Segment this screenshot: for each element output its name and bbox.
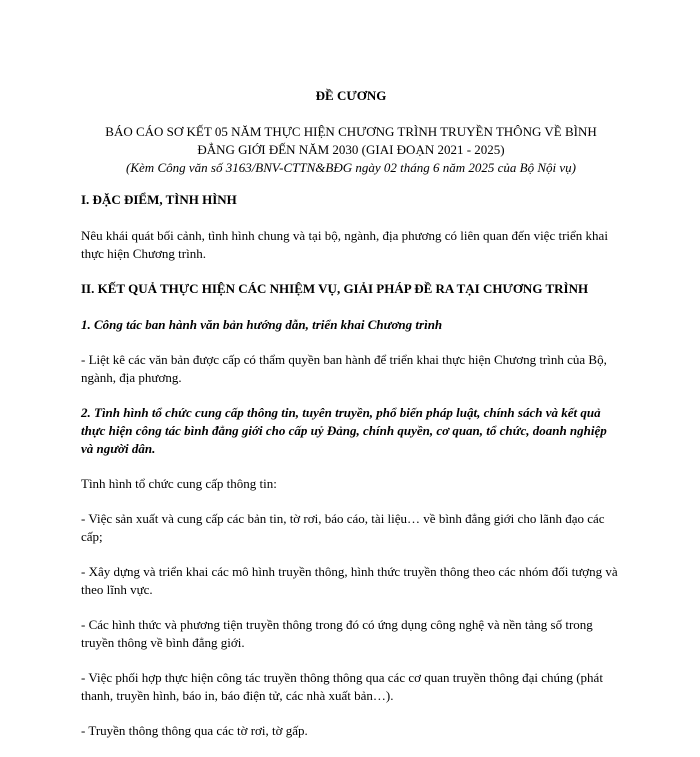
list-item: - Việc phối hợp thực hiện công tác truyền thông thông qua các cơ quan truyền thông đại chúng (phát thanh, truyền hình, báo in, báo điện tử, các nhà xuất bản…). xyxy=(81,670,603,703)
document-title: ĐỀ CƯƠNG xyxy=(315,88,387,103)
subsection-2-heading: 2. Tình hình tổ chức cung cấp thông tin, tuyên truyền, phổ biến pháp luật, chính sách và kết quả thực hiện công tác bình đẳng giới cho cấp uỷ Đảng, chính quyền, cơ quan, tổ chức, doanh nghiệp và người dân. xyxy=(81,405,607,456)
list-item: - Truyền thông thông qua các tờ rơi, tờ gấp. xyxy=(81,723,308,738)
subsection-1-heading: 1. Công tác ban hành văn bản hướng dẫn, triển khai Chương trình xyxy=(81,317,443,332)
list-item: - Việc sản xuất và cung cấp các bản tin, tờ rơi, báo cáo, tài liệu… về bình đẳng giới cho lãnh đạo các cấp; xyxy=(81,511,605,544)
section-1-heading: I. ĐẶC ĐIỂM, TÌNH HÌNH xyxy=(81,192,237,207)
list-item: - Xây dựng và triển khai các mô hình truyền thông, hình thức truyền thông theo các nhóm đối tượng và theo lĩnh vực. xyxy=(81,564,618,597)
list-item: - Các hình thức và phương tiện truyền thông trong đó có ứng dụng công nghệ và nền tảng số trong truyền thông về bình đẳng giới. xyxy=(81,617,593,650)
document-body xyxy=(81,87,621,757)
subsection-2-intro: Tình hình tổ chức cung cấp thông tin: xyxy=(81,476,277,491)
subsection-1-text: - Liệt kê các văn bản được cấp có thẩm quyền ban hành để triển khai thực hiện Chương trình của Bộ, ngành, địa phương. xyxy=(81,352,607,385)
report-title: BÁO CÁO SƠ KẾT 05 NĂM THỰC HIỆN CHƯƠNG TRÌNH TRUYỀN THÔNG VỀ BÌNH ĐẲNG GIỚI ĐẾN NĂM 2030 (GIAI ĐOẠN 2021 - 2025) xyxy=(105,124,597,157)
reference-note: (Kèm Công văn số 3163/BNV-CTTN&BĐG ngày 02 tháng 6 năm 2025 của Bộ Nội vụ) xyxy=(126,160,576,175)
section-2-heading: II. KẾT QUẢ THỰC HIỆN CÁC NHIỆM VỤ, GIẢI PHÁP ĐỀ RA TẠI CHƯƠNG TRÌNH xyxy=(81,281,589,296)
section-1-text: Nêu khái quát bối cảnh, tình hình chung và tại bộ, ngành, địa phương có liên quan đến việc triển khai thực hiện Chương trình. xyxy=(81,228,608,261)
